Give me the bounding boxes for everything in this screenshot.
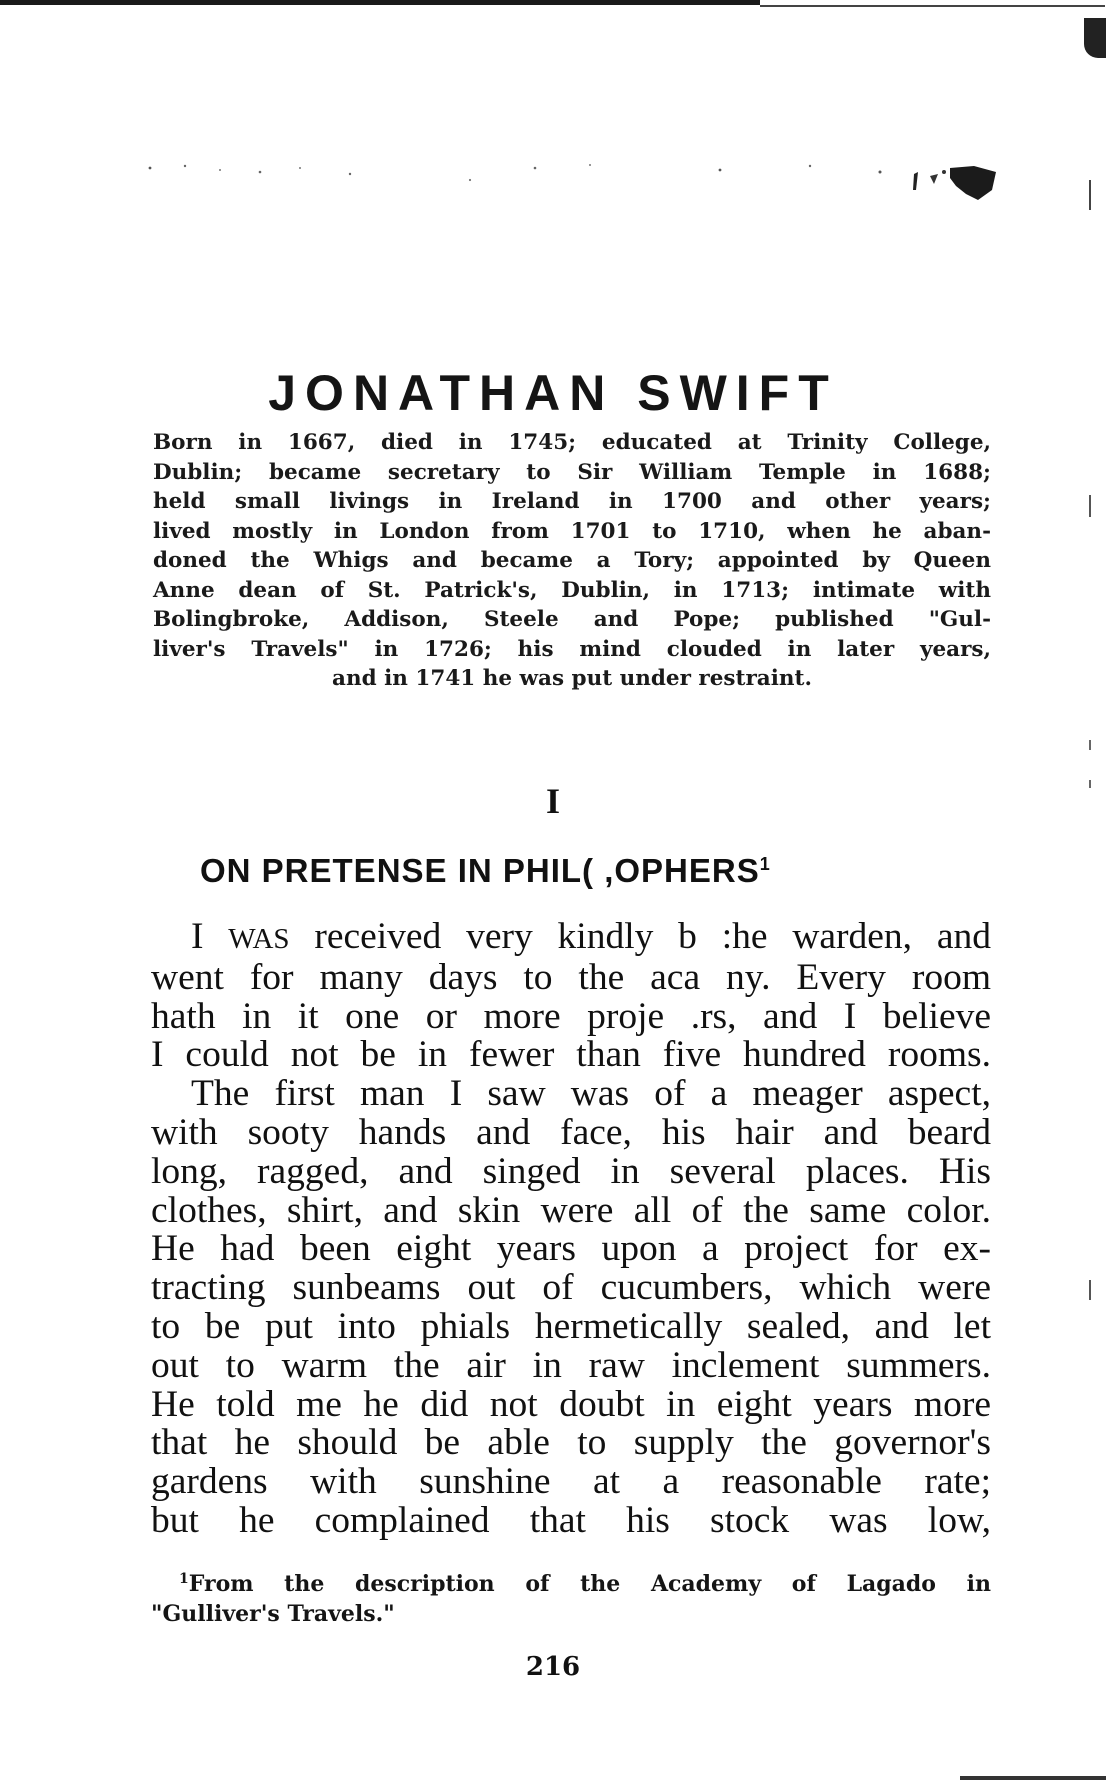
bio-line: doned the Whigs and became a Tory; appointed by Queen <box>153 548 991 573</box>
text-line: He had been eight years upon a project for ex- <box>151 1228 991 1270</box>
text-line: tracting sunbeams out of cucumbers, which were <box>151 1267 991 1309</box>
footnote-number: 1 <box>179 1571 189 1587</box>
page-title: JONATHAN SWIFT <box>268 364 838 421</box>
bottom-rule <box>960 1776 1106 1780</box>
text-line: to be put into phials hermetically sealed, and let <box>151 1305 991 1347</box>
chapter-title-text: ON PRETENSE IN PHIL( ,OPHERS <box>200 852 760 889</box>
bio-line: Bolingbroke, Addison, Steele and Pope; published "Gul- <box>153 607 991 632</box>
page-number: 216 <box>525 1652 581 1682</box>
footnote-marker: 1 <box>759 854 771 874</box>
footnote <box>151 1564 991 1629</box>
corner-scan-mark <box>1084 18 1106 58</box>
text-line: long, ragged, and singed in several places. His <box>151 1150 991 1192</box>
smallcaps-word: WAS <box>228 923 290 955</box>
chapter-number: I <box>545 781 560 821</box>
bio-line: Born in 1667, died in 1745; educated at Trinity College, <box>153 430 991 455</box>
author-biography <box>153 428 991 694</box>
bio-line: lived mostly in London from 1701 to 1710, when he aban- <box>153 518 991 544</box>
top-rule-thin <box>760 5 1105 7</box>
text-line: that he should be able to supply the governor's <box>151 1422 991 1464</box>
first-word: I <box>191 916 204 957</box>
scan-speckles <box>140 160 1020 200</box>
bio-line: Anne dean of St. Patrick's, Dublin, in 1713; intimate with <box>153 577 991 603</box>
text-line <box>151 918 991 959</box>
chapter-title <box>200 852 960 890</box>
text-line: but he complained that his stock was low, <box>151 1499 991 1541</box>
bio-line: and in 1741 he was put under restraint. <box>332 666 812 691</box>
footnote-text: From the description of the Academy of Lagado in <box>188 1571 991 1597</box>
text-line: gardens with sunshine at a reasonable rate; <box>151 1461 991 1503</box>
bio-line: liver's Travels" in 1726; his mind clouded in later years, <box>153 636 991 662</box>
text-line: He told me he did not doubt in eight years more <box>151 1383 991 1425</box>
bio-line: Dublin; became secretary to Sir William Temple in 1688; <box>153 459 991 485</box>
text-line: hath in it one or more proje .rs, and I believe <box>151 995 991 1037</box>
footnote-line <box>151 1564 991 1599</box>
bio-line: held small livings in Ireland in 1700 and other years; <box>153 489 991 514</box>
footnote-line: "Gulliver's Travels." <box>151 1601 395 1627</box>
text-line: clothes, shirt, and skin were all of the same color. <box>151 1189 991 1231</box>
text-line: with sooty hands and face, his hair and beard <box>151 1111 991 1153</box>
text-line: The first man I saw was of a meager aspect, <box>191 1073 991 1115</box>
text-line: out to warm the air in raw inclement summers. <box>151 1344 991 1386</box>
body-text <box>151 918 991 1541</box>
top-rule <box>0 0 760 5</box>
ink-blot <box>900 160 1000 208</box>
text-line: went for many days to the aca ny. Every room <box>151 956 991 998</box>
text-line: I could not be in fewer than five hundred rooms. <box>151 1034 991 1076</box>
line-text: received very kindly b :he warden, and <box>314 916 991 957</box>
